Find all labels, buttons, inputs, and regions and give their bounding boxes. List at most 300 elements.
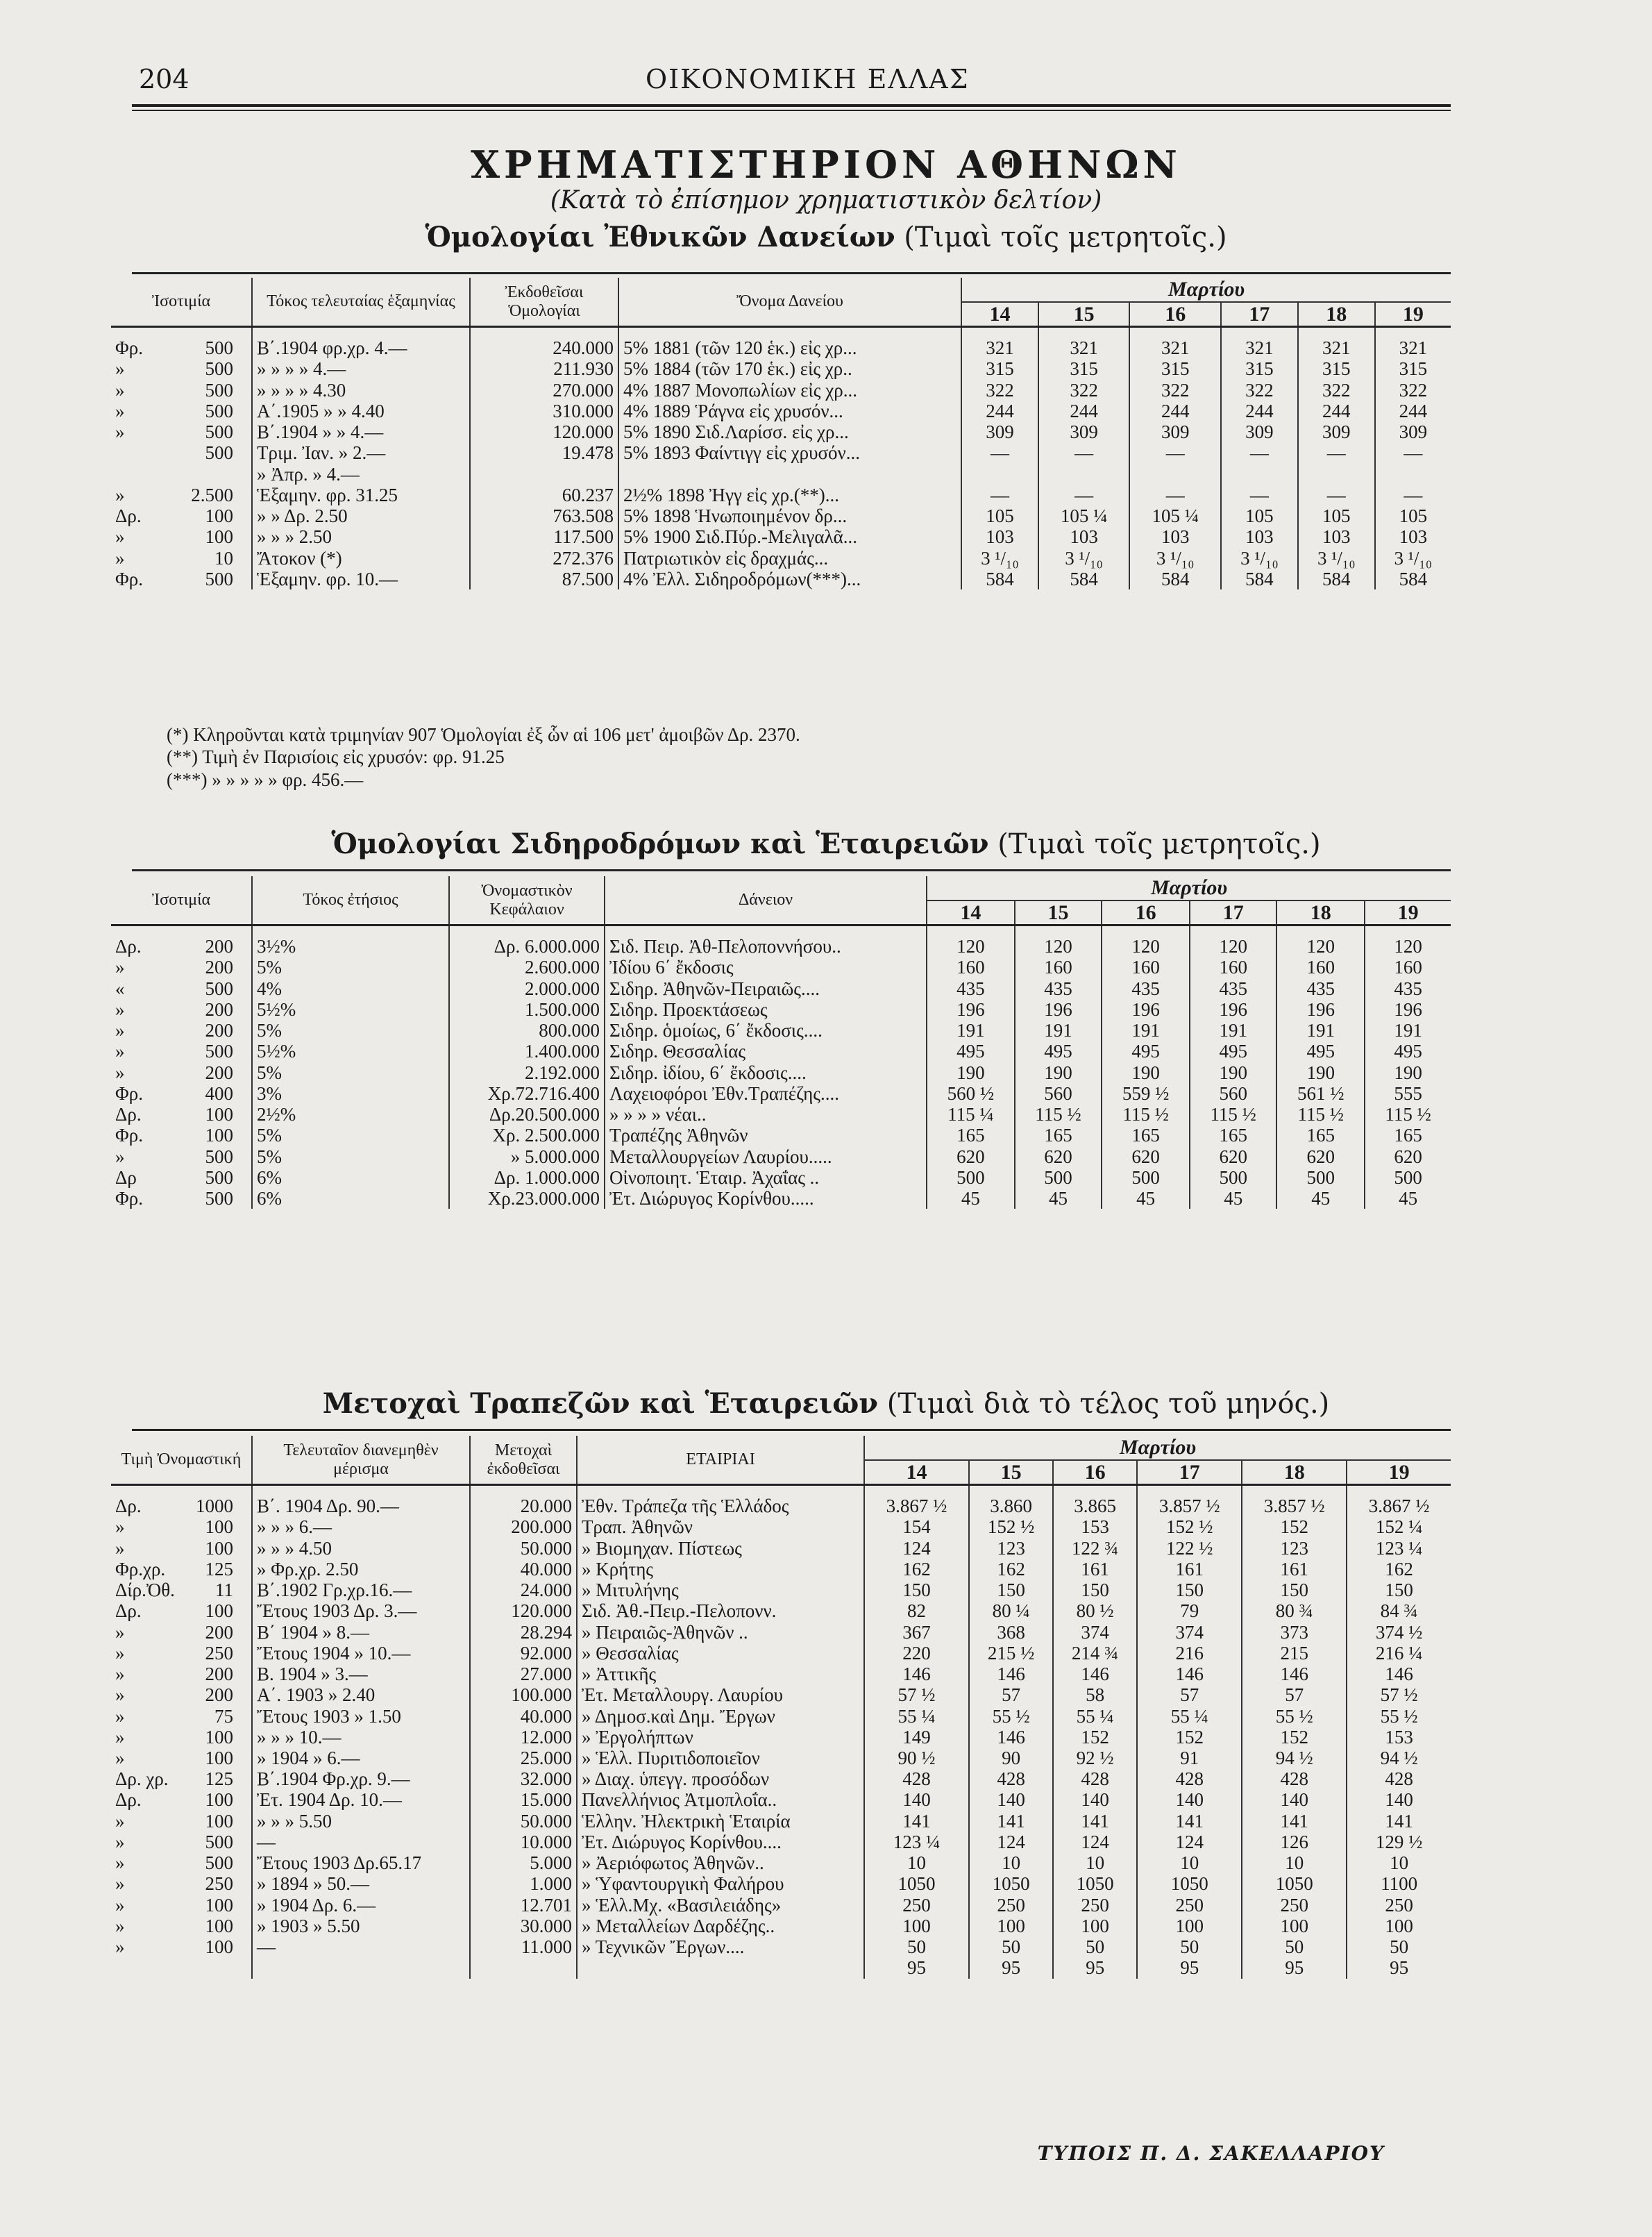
price-cell: 191 [1276, 1020, 1365, 1041]
par-value: 400 [205, 1082, 233, 1104]
price-cell: 315 [961, 358, 1038, 379]
shares-cell: 92.000 [470, 1643, 577, 1664]
day-header: 18 [1242, 1460, 1347, 1485]
price-cell: 584 [1221, 569, 1298, 589]
price-cell: 122 ½ [1137, 1538, 1242, 1559]
price-cell: 250 [864, 1895, 969, 1916]
parity-cell [111, 1485, 252, 1517]
parity-cell [111, 1832, 252, 1852]
capital-cell: Δρ.20.500.000 [449, 1104, 605, 1125]
day-header: 19 [1365, 900, 1451, 925]
price-cell: 100 [1053, 1916, 1137, 1936]
col-coupon: Τόκος τελευταίας ἑξαμηνίας [252, 278, 470, 327]
price-cell: 140 [969, 1789, 1053, 1810]
par-value: 200 [205, 1664, 233, 1685]
price-cell: 315 [1298, 358, 1375, 379]
par-value: 500 [205, 358, 233, 380]
table-row [111, 442, 1451, 463]
capital-cell: 800.000 [449, 1020, 605, 1041]
capital-cell: 2.600.000 [449, 957, 605, 978]
price-cell: 196 [1276, 999, 1365, 1020]
price-cell: 165 [1190, 1125, 1276, 1146]
price-cell: 495 [1102, 1041, 1190, 1062]
capital-cell: Δρ. 6.000.000 [449, 925, 605, 957]
price-cell: 115 ½ [1102, 1104, 1190, 1125]
parity-cell [111, 1957, 252, 1978]
coupon-cell: » » » » 4.— [252, 358, 470, 379]
price-cell: 368 [969, 1622, 1053, 1643]
currency: » [115, 1146, 125, 1167]
col-coupon: Τόκος ἐτήσιος [252, 876, 449, 925]
parity-cell [111, 442, 252, 463]
par-value: 100 [205, 1894, 233, 1916]
table-row [111, 1083, 1451, 1104]
parity-cell [111, 327, 252, 359]
coupon-cell: 2½% [252, 1104, 449, 1125]
price-cell: 10 [969, 1852, 1053, 1873]
currency: Δρ [115, 1166, 137, 1188]
par-value: 200 [205, 1621, 233, 1643]
price-cell: 10 [864, 1852, 969, 1873]
currency: » [115, 526, 125, 548]
parity-cell [111, 1664, 252, 1684]
parity-cell [111, 1125, 252, 1146]
price-cell: 115 ½ [1190, 1104, 1276, 1125]
par-value: 100 [205, 1936, 233, 1958]
price-cell: 150 [1385, 1580, 1413, 1601]
price-cell: 120 [1276, 925, 1365, 957]
parity-cell [111, 358, 252, 379]
par-value: 200 [205, 1062, 233, 1083]
currency: » [115, 1852, 125, 1874]
issued-cell: 87.500 [470, 569, 618, 589]
currency: » [115, 1705, 125, 1727]
issued-cell: 272.376 [470, 548, 618, 569]
price-cell: 322 [961, 380, 1038, 401]
capital-cell: 2.192.000 [449, 1062, 605, 1083]
parity-cell [111, 1167, 252, 1188]
company-name-cell: » Μιτυλήνης [577, 1580, 864, 1600]
price-cell: 140 [1137, 1789, 1242, 1810]
coupon-cell: 5½% [252, 1041, 449, 1062]
price-cell: 620 [927, 1146, 1015, 1167]
price-cell: 309 [1298, 421, 1375, 442]
table-row [111, 1559, 1451, 1580]
currency: » [115, 1664, 125, 1685]
shares-cell: 1.000 [470, 1873, 577, 1894]
currency: Δρ. [115, 1495, 142, 1517]
price-cell: 315 [1129, 358, 1221, 379]
price-cell: 161 [1242, 1559, 1347, 1580]
price-cell [961, 464, 1038, 485]
price-cell: 141 [864, 1811, 969, 1832]
par-value: 11 [215, 1580, 233, 1601]
company-name-cell: » Τεχνικῶν Ἔργων.... [577, 1936, 864, 1957]
price-cell: 150 [1053, 1580, 1137, 1600]
parity-cell [111, 1852, 252, 1873]
loan-name-cell [618, 464, 961, 485]
capital-cell: » 5.000.000 [449, 1146, 605, 1167]
price-cell: 124 [1137, 1832, 1242, 1852]
loan-name-cell: Ἰδίου 6΄ ἔκδοσις [605, 957, 927, 978]
price-cell: 1050 [864, 1873, 969, 1894]
page-subtitle: (Κατὰ τὸ ἐπίσημον χρηματιστικὸν δελτίον) [550, 186, 1102, 215]
price-cell: 161 [1053, 1559, 1137, 1580]
par-value: 75 [214, 1705, 233, 1727]
company-name-cell: » Μεταλλείων Δαρδέζης.. [577, 1916, 864, 1936]
dividend-cell: Β΄. 1904 Δρ. 90.— [252, 1485, 470, 1517]
parity-cell [111, 526, 252, 547]
price-cell: 495 [1190, 1041, 1276, 1062]
company-name-cell: » Βιομηχαν. Πίστεως [577, 1538, 864, 1559]
price-cell: 165 [1276, 1125, 1365, 1146]
price-cell: 191 [1102, 1020, 1190, 1041]
price-cell: 428 [1385, 1768, 1413, 1790]
price-cell: 162 [969, 1559, 1053, 1580]
price-cell: — [1038, 485, 1130, 505]
price-cell [1038, 464, 1130, 485]
parity-cell [111, 505, 252, 526]
parity-cell [111, 1684, 252, 1705]
price-cell: 152 [1242, 1727, 1347, 1748]
price-cell: 82 [864, 1600, 969, 1621]
coupon-cell: Β΄.1904 » » 4.— [252, 421, 470, 442]
parity-cell [111, 1041, 252, 1062]
coupon-cell: Α΄.1905 » » 4.40 [252, 401, 470, 421]
price-cell: 500 [1102, 1167, 1190, 1188]
day-header: 14 [864, 1460, 969, 1485]
parity-cell [111, 1538, 252, 1559]
loan-name-cell: Σιδηρ. Ἀθηνῶν-Πειραιῶς.... [605, 978, 927, 999]
price-cell: 309 [1129, 421, 1221, 442]
price-cell: 620 [1015, 1146, 1102, 1167]
price-cell: 152 [1242, 1516, 1347, 1537]
price-cell: 500 [927, 1167, 1015, 1188]
currency: Δίρ.Ὀθ. [115, 1580, 175, 1601]
company-name-cell: Ἐτ. Μεταλλουργ. Λαυρίου [577, 1684, 864, 1705]
price-cell: 45 [1190, 1188, 1276, 1209]
day-header: 16 [1053, 1460, 1137, 1485]
section1-title: Ὁμολογίαι Ἐθνικῶν Δανείων [425, 221, 895, 253]
capital-cell: 1.500.000 [449, 999, 605, 1020]
price-cell: 322 [1298, 380, 1375, 401]
issued-cell: 763.508 [470, 505, 618, 526]
price-cell: 150 [969, 1580, 1053, 1600]
price-cell: 57 ½ [864, 1684, 969, 1705]
dividend-cell: Β΄.1902 Γρ.χρ.16.— [252, 1580, 470, 1600]
day-header: 15 [1038, 302, 1130, 327]
price-cell: 95 [1242, 1957, 1347, 1978]
price-cell: 214 ¾ [1053, 1643, 1137, 1664]
price-cell: 190 [1015, 1062, 1102, 1083]
price-cell: 165 [1015, 1125, 1102, 1146]
day-header: 19 [1347, 1460, 1451, 1485]
price-cell: 123 [1242, 1538, 1347, 1559]
par-value: 200 [205, 957, 233, 978]
price-cell: 428 [969, 1768, 1053, 1789]
section2-top-rule [132, 869, 1451, 871]
currency: » [115, 421, 125, 443]
company-name-cell: » Δημοσ.καὶ Δημ. Ἔργων [577, 1706, 864, 1727]
price-cell: 146 [969, 1727, 1053, 1748]
table-row [111, 1852, 1451, 1873]
price-cell: — [1404, 442, 1423, 464]
parity-cell [111, 957, 252, 978]
price-cell: 100 [864, 1916, 969, 1936]
price-cell: 250 [1242, 1895, 1347, 1916]
loan-name-cell: 5% 1898 Ἡνωποιημένον δρ... [618, 505, 961, 526]
coupon-cell: 5% [252, 1062, 449, 1083]
price-cell: 45 [1276, 1188, 1365, 1209]
coupon-cell: 6% [252, 1167, 449, 1188]
loan-name-cell: Σιδηρ. Προεκτάσεως [605, 999, 927, 1020]
parity-cell [111, 1516, 252, 1537]
shares-cell: 12.701 [470, 1895, 577, 1916]
price-cell: 1050 [1053, 1873, 1137, 1894]
footnotes [167, 723, 800, 791]
table-row [111, 421, 1451, 442]
table-row [111, 1485, 1451, 1517]
price-cell: 115 ½ [1385, 1104, 1431, 1125]
company-name-cell: » Διαχ. ὑπεγγ. προσόδων [577, 1768, 864, 1789]
loan-name-cell: Σιδηρ. ὁμοίως, 6΄ ἔκδοσις.... [605, 1020, 927, 1041]
price-cell: — [1404, 484, 1423, 505]
price-cell: 190 [1276, 1062, 1365, 1083]
currency: » [115, 1041, 125, 1062]
parity-cell [111, 380, 252, 401]
currency: » [115, 1831, 125, 1852]
national-loans-table [111, 278, 1451, 589]
currency: Δρ. [115, 505, 142, 527]
price-cell: 435 [1394, 978, 1422, 999]
price-cell: 3 ¹/₁₀ [1038, 548, 1130, 569]
loan-name-cell: 2½% 1898 Ἠγγ εἰς χρ.(**)... [618, 485, 961, 505]
currency: » [115, 400, 125, 421]
loan-name-cell: 5% 1890 Σιδ.Λαρίσσ. εἰς χρ... [618, 421, 961, 442]
par-value: 500 [205, 1831, 233, 1852]
price-cell: 367 [864, 1622, 969, 1643]
price-cell: 428 [1053, 1768, 1137, 1789]
day-header: 17 [1221, 302, 1298, 327]
price-cell: 1050 [1137, 1873, 1242, 1894]
dividend-cell: Β΄.1904 Φρ.χρ. 9.— [252, 1768, 470, 1789]
issued-cell: 240.000 [470, 327, 618, 359]
section3-title: Μετοχαὶ Τραπεζῶν καὶ Ἑταιρειῶν [322, 1387, 879, 1420]
coupon-cell: 4% [252, 978, 449, 999]
table-row [111, 1748, 1451, 1768]
parity-cell [111, 1936, 252, 1957]
price-cell: 250 [969, 1895, 1053, 1916]
col-parity: Ἰσοτιμία [111, 278, 252, 327]
table-row [111, 999, 1451, 1020]
table-row [111, 1832, 1451, 1852]
table-row [111, 548, 1451, 569]
price-cell: 1050 [969, 1873, 1053, 1894]
price-cell: 150 [1137, 1580, 1242, 1600]
par-value: 250 [205, 1642, 233, 1664]
price-cell: 55 ½ [1380, 1705, 1418, 1727]
price-cell: 120 [1190, 925, 1276, 957]
price-cell: 80 ½ [1053, 1600, 1137, 1621]
table-row [111, 1643, 1451, 1664]
table-row [111, 1811, 1451, 1832]
dividend-cell: » Φρ.χρ. 2.50 [252, 1559, 470, 1580]
price-cell: 374 ½ [1375, 1621, 1423, 1643]
table-row [111, 358, 1451, 379]
dividend-cell: — [252, 1936, 470, 1957]
price-cell: 322 [1221, 380, 1298, 401]
price-cell: 45 [1015, 1188, 1102, 1209]
section3-note: (Τιμαὶ διὰ τὸ τέλος τοῦ μηνός.) [886, 1388, 1330, 1420]
price-cell: 146 [1053, 1664, 1137, 1684]
parity-cell [111, 1643, 252, 1664]
price-cell: 220 [864, 1643, 969, 1664]
railway-bonds-table [111, 876, 1451, 1209]
par-value: 100 [205, 1516, 233, 1538]
bank-shares-table [111, 1436, 1451, 1979]
coupon-cell: Ἄτοκον (*) [252, 548, 470, 569]
coupon-cell: » » » » 4.30 [252, 380, 470, 401]
coupon-cell: 5% [252, 957, 449, 978]
par-value: 500 [205, 337, 233, 359]
price-cell: 322 [1038, 380, 1130, 401]
par-value: 100 [205, 1726, 233, 1748]
price-cell: 162 [864, 1559, 969, 1580]
parity-cell [111, 1768, 252, 1789]
table-row [111, 569, 1451, 589]
price-cell: 45 [927, 1188, 1015, 1209]
company-name-cell: Ἐτ. Διώρυγος Κορίνθου.... [577, 1832, 864, 1852]
coupon-cell: » » » 2.50 [252, 526, 470, 547]
par-value: 200 [205, 998, 233, 1020]
header-rule [132, 104, 1451, 107]
issued-cell: 60.237 [470, 485, 618, 505]
price-cell: 160 [1394, 957, 1422, 978]
day-header: 15 [969, 1460, 1053, 1485]
section3-heading [0, 1387, 1652, 1420]
price-cell: 103 [1298, 526, 1375, 547]
section2-title: Ὁμολογίαι Σιδηροδρόμων καὶ Ἑταιρειῶν [331, 828, 989, 860]
parity-cell [111, 1580, 252, 1600]
price-cell: 584 [961, 569, 1038, 589]
coupon-cell: 3% [252, 1083, 449, 1104]
parity-cell [111, 925, 252, 957]
price-cell: 95 [1390, 1957, 1409, 1979]
par-value: 100 [205, 505, 233, 527]
currency: Φρ. [115, 1125, 143, 1146]
price-cell: 428 [1137, 1768, 1242, 1789]
par-value: 100 [205, 526, 233, 548]
price-cell: 196 [1015, 999, 1102, 1020]
parity-cell [111, 1916, 252, 1936]
par-value: 100 [205, 1915, 233, 1936]
coupon-cell: » Ἀπρ. » 4.— [252, 464, 470, 485]
price-cell: 244 [1129, 401, 1221, 421]
dividend-cell: Β΄ 1904 » 8.— [252, 1622, 470, 1643]
coupon-cell: » » Δρ. 2.50 [252, 505, 470, 526]
par-value: 1000 [196, 1495, 233, 1517]
price-cell: 103 [961, 526, 1038, 547]
par-value: 100 [205, 1104, 233, 1125]
currency: » [115, 998, 125, 1020]
par-value: 100 [205, 1789, 233, 1811]
price-cell: 115 ½ [1276, 1104, 1365, 1125]
price-cell: 57 [969, 1684, 1053, 1705]
price-cell: 196 [1190, 999, 1276, 1020]
price-cell: 244 [1298, 401, 1375, 421]
price-cell: 90 [969, 1748, 1053, 1768]
col-nominal: Τιμὴ Ὀνομαστική [111, 1436, 252, 1485]
price-cell: 152 ½ [1137, 1516, 1242, 1537]
price-cell [1129, 464, 1221, 485]
price-cell: 435 [1102, 978, 1190, 999]
price-cell: 103 [1221, 526, 1298, 547]
day-header: 14 [961, 302, 1038, 327]
price-cell: 160 [1015, 957, 1102, 978]
price-cell: 123 ¼ [1375, 1537, 1423, 1559]
price-cell: 58 [1053, 1684, 1137, 1705]
parity-cell [111, 1873, 252, 1894]
par-value: 500 [205, 400, 233, 421]
price-cell: 244 [1399, 400, 1428, 421]
table-row [111, 1041, 1451, 1062]
par-value: 100 [205, 1810, 233, 1832]
coupon-cell: 5% [252, 1146, 449, 1167]
price-cell: — [1038, 442, 1130, 463]
company-name-cell: » Ἑλλ.Μχ. «Βασιλειάδης» [577, 1895, 864, 1916]
issued-cell: 19.478 [470, 442, 618, 463]
price-cell: 80 ¾ [1242, 1600, 1347, 1621]
price-cell: 95 [1053, 1957, 1137, 1978]
table-row [111, 1789, 1451, 1810]
price-cell: 3.867 ½ [864, 1485, 969, 1517]
price-cell: — [1129, 442, 1221, 463]
price-cell: 435 [1276, 978, 1365, 999]
table-row [111, 1768, 1451, 1789]
table-row [111, 1873, 1451, 1894]
shares-cell: 50.000 [470, 1538, 577, 1559]
price-cell: 45 [1102, 1188, 1190, 1209]
shares-cell: 200.000 [470, 1516, 577, 1537]
company-name-cell: » Κρήτης [577, 1559, 864, 1580]
loan-name-cell: Πατριωτικὸν εἰς δραχμάς... [618, 548, 961, 569]
loan-name-cell: Σιδηρ. Θεσσαλίας [605, 1041, 927, 1062]
col-dividend: Τελευταῖον διανεμηθὲν μέρισμα [252, 1436, 470, 1485]
par-value: 100 [205, 1537, 233, 1559]
company-name-cell: Ἑλλην. Ἠλεκτρικὴ Ἑταιρία [577, 1811, 864, 1832]
company-name-cell: Σιδ. Ἀθ.-Πειρ.-Πελοπονν. [577, 1600, 864, 1621]
price-cell: 146 [1385, 1664, 1413, 1685]
price-cell: 105 [961, 505, 1038, 526]
parity-cell [111, 548, 252, 569]
price-cell: 428 [864, 1768, 969, 1789]
price-cell: 215 [1242, 1643, 1347, 1664]
price-cell: 95 [969, 1957, 1053, 1978]
table-row [111, 485, 1451, 505]
section2-heading [0, 828, 1652, 860]
price-cell: 244 [1038, 401, 1130, 421]
price-cell: 3 ¹/₁₀ [1394, 547, 1433, 569]
currency: Δρ. [115, 936, 142, 957]
company-name-cell: Τραπ. Ἀθηνῶν [577, 1516, 864, 1537]
price-cell: 3 ¹/₁₀ [1129, 548, 1221, 569]
price-cell: 190 [1190, 1062, 1276, 1083]
price-cell: 55 ¼ [1053, 1706, 1137, 1727]
price-cell: 105 [1298, 505, 1375, 526]
currency: Δρ. [115, 1789, 142, 1811]
price-cell: 309 [961, 421, 1038, 442]
price-cell: 250 [1137, 1895, 1242, 1916]
